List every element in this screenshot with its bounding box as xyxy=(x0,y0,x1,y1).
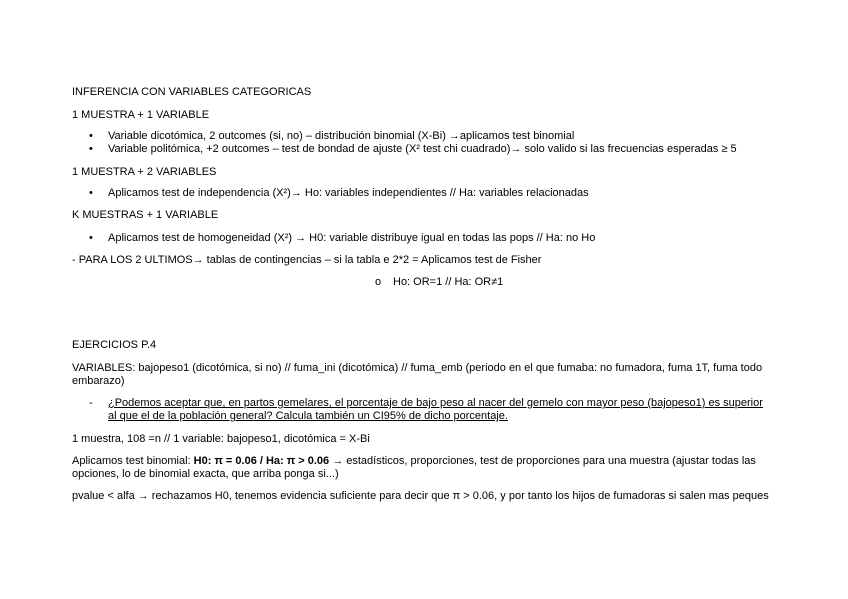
section-1-bullet-2: Variable politómica, +2 outcomes – test de bondad de ajuste (X² test chi cuadrado)→ solo valido si las frecuencias esperadas ≥ 5 xyxy=(108,143,737,155)
exercise-pvalue-conclusion: pvalue < alfa → rechazamos H0, tenemos evidencia suficiente para decir que π > 0.06, y por tanto los hijos de fumadoras si salen mas peques xyxy=(72,490,769,502)
bullet-marker: • xyxy=(89,143,93,155)
section-1-bullet-1: Variable dicotómica, 2 outcomes (si, no) – distribución binomial (X-Bi) →aplicamos test binomial xyxy=(108,130,575,142)
section-heading-1: 1 MUESTRA + 1 VARIABLE xyxy=(72,109,210,121)
sub-bullet-marker: o xyxy=(375,276,382,288)
document-title: INFERENCIA CON VARIABLES CATEGORICAS xyxy=(72,86,312,98)
bullet-marker: • xyxy=(89,187,93,199)
bullet-marker: • xyxy=(89,232,93,244)
test-suffix: → estadísticos, proporciones, test de proporciones para una muestra (ajustar todas las opciones, lo de binomial exacta, que arriba ponga si...) xyxy=(72,455,756,480)
exercises-heading: EJERCICIOS P.4 xyxy=(72,339,157,351)
contingency-note: - PARA LOS 2 ULTIMOS→ tablas de contingencias – si la tabla e 2*2 = Aplicamos test de Fisher xyxy=(72,254,542,266)
section-3-bullet-1: Aplicamos test de homogeneidad (X²) → H0: variable distribuye igual en todas las pops // Ha: no Ho xyxy=(108,232,596,244)
exercise-question: ¿Podemos aceptar que, en partos gemelares, el porcentaje de bajo peso al nacer del gemelo con mayor peso (bajopeso1) es superior al que el de la población general? Calcula también un CI95% de dicho porcentaje. xyxy=(108,397,763,422)
bullet-marker: • xyxy=(89,130,93,142)
exercise-test-paragraph xyxy=(72,455,772,481)
section-heading-2: 1 MUESTRA + 2 VARIABLES xyxy=(72,166,217,178)
test-prefix: Aplicamos test binomial: xyxy=(72,455,194,467)
test-hypotheses: H0: π = 0.06 / Ha: π > 0.06 xyxy=(193,455,330,467)
question-dash: - xyxy=(89,397,93,409)
fisher-hypotheses: Ho: OR=1 // Ha: OR≠1 xyxy=(393,276,504,288)
exercise-variables: VARIABLES: bajopeso1 (dicotómica, si no) // fuma_ini (dicotómica) // fuma_emb (periodo en el que fumaba: no fumadora, fuma 1T, fuma todo embarazo) xyxy=(72,362,763,387)
exercise-sample: 1 muestra, 108 =n // 1 variable: bajopeso1, dicotómica = X-Bi xyxy=(72,433,370,445)
section-heading-3: K MUESTRAS + 1 VARIABLE xyxy=(72,209,219,221)
section-2-bullet-1: Aplicamos test de independencia (X²)→ Ho: variables independientes // Ha: variables relacionadas xyxy=(108,187,589,199)
